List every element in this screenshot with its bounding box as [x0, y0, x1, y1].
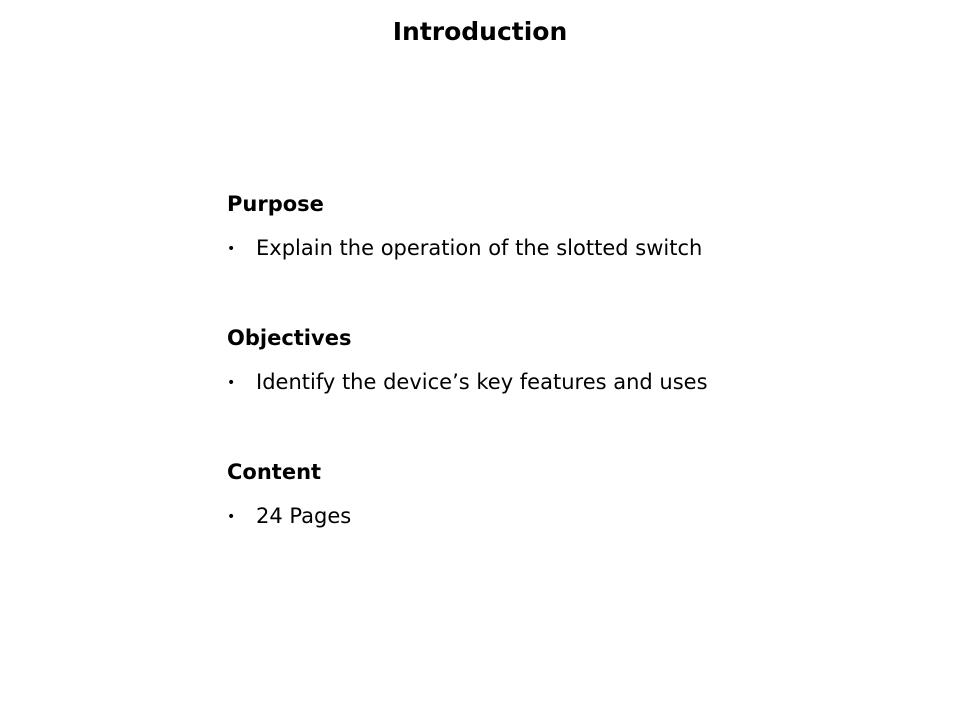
bullet-text-objectives: Identify the device’s key features and uses [256, 370, 708, 394]
bullet-item-purpose [227, 232, 867, 264]
section-content [227, 456, 867, 532]
bullet-text-content: 24 Pages [256, 504, 352, 528]
section-heading-objectives: Objectives [227, 326, 352, 350]
bullet-icon: • [227, 375, 236, 391]
bullet-item-objectives [227, 366, 867, 398]
section-heading-purpose: Purpose [227, 192, 324, 216]
bullet-item-content [227, 500, 867, 532]
slide-title: Introduction [392, 17, 568, 46]
bullet-icon: • [227, 241, 236, 257]
section-purpose [227, 188, 867, 264]
slide-content [227, 188, 867, 532]
bullet-icon: • [227, 509, 236, 525]
section-heading-content: Content [227, 460, 322, 484]
section-objectives [227, 322, 867, 398]
bullet-text-purpose: Explain the operation of the slotted switch [256, 236, 703, 260]
